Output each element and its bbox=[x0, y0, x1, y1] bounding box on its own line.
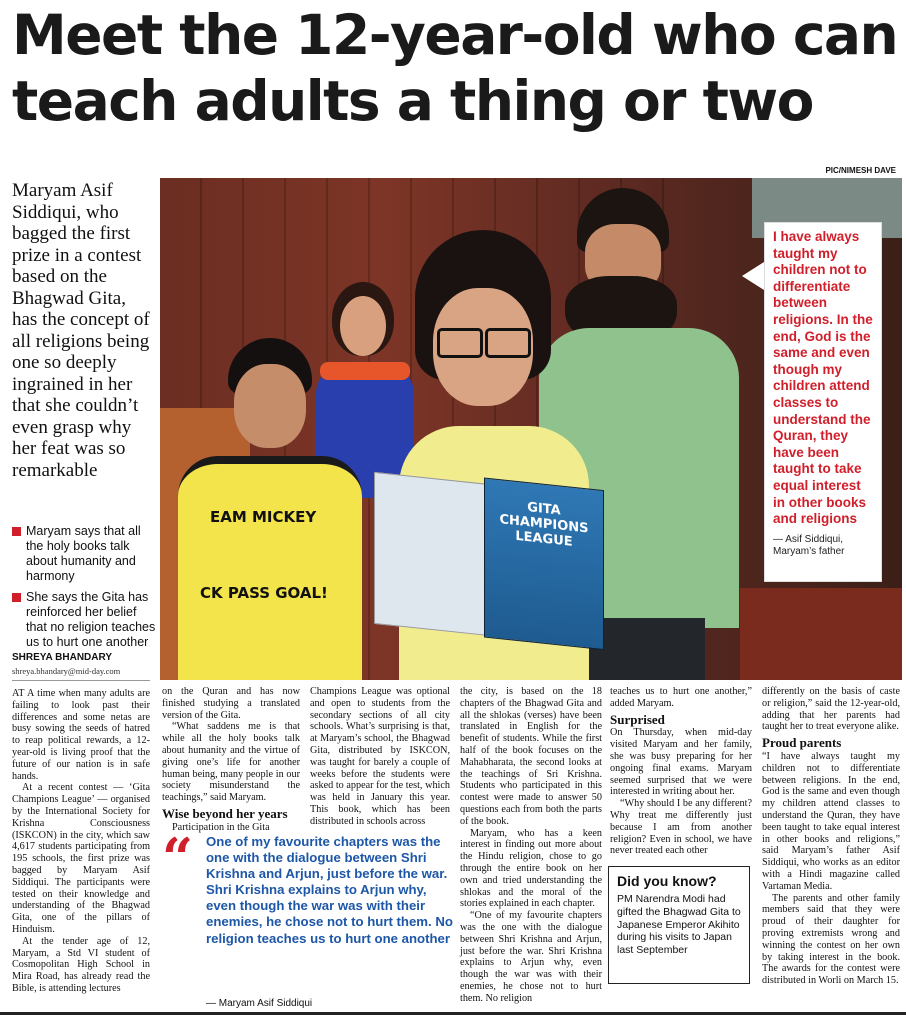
gita-book bbox=[374, 466, 604, 660]
tshirt-print-2: CK PASS GOAL! bbox=[200, 584, 328, 602]
highlight-item: Maryam says that all the holy books talk about humanity and harmony bbox=[12, 524, 160, 584]
photo-quote-attribution: — Asif Siddiqui, Maryam’s father bbox=[773, 533, 845, 557]
paragraph: At the tender age of 12, Maryam, a Std VI student of Cosmopolitan High School in Mira Road, has already read the Bible, is attending lectures bbox=[12, 935, 150, 994]
article-column-1 bbox=[12, 688, 150, 995]
highlight-item: She says the Gita has reinforced her belief that no religion teaches us to hurt one another bbox=[12, 590, 160, 650]
photo-quote-box bbox=[764, 222, 882, 582]
paragraph: the city, is based on the 18 chapters of the Bhagwad Gita and all the shlokas (verses) have been translated in English for the benefit of students. While the first half of the book focuses on the Mahabharata, the second looks at the teachings of Sri Krishna. Students who participated in this contest were made to answer 50 questions each from both the parts of the book. bbox=[460, 686, 602, 827]
article-column-2 bbox=[162, 686, 300, 834]
headline bbox=[12, 2, 902, 134]
bottom-rule bbox=[0, 1012, 906, 1015]
paragraph: differently on the basis of caste or religion,” said the 12-year-old, adding that her parents had taught her to treat everyone alike. bbox=[762, 686, 900, 733]
paragraph: AT A time when many adults are failing to look past their differences and some netas are busy sowing the seeds of hatred to reap political rewards, a 12-year-old is living proof that the future of our nation is in safe hands. bbox=[12, 688, 150, 782]
quote-mark-icon: “ bbox=[162, 826, 194, 890]
article-column-4 bbox=[460, 686, 602, 1005]
book-title: GITA CHAMPIONS LEAGUE bbox=[499, 500, 589, 550]
boy-figure bbox=[170, 338, 370, 680]
paragraph: teaches us to hurt one another,” added Maryam. bbox=[610, 686, 752, 709]
photo-credit: PIC/NIMESH DAVE bbox=[825, 166, 896, 175]
paragraph: “I have always taught my children not to differentiate between religions. In the end, God is the same and even though my children attend classes to understand the Quran, they have been taught to take equal interest in other books and religions,” said Maryam’s father Asif Siddiqui, who works as an editor with a Hindi magazine called Vartaman Media. bbox=[762, 750, 900, 892]
paragraph: “What saddens me is that while all the holy books talk about humanity and the virtue of giving one’s life for another human being, many people in our society misunderstand the teachings,” said Maryam. bbox=[162, 721, 300, 804]
paragraph: on the Quran and has now finished studying a translated version of the Gita. bbox=[162, 686, 300, 721]
article-column-5 bbox=[610, 686, 752, 857]
pull-quote-text: One of my favourite chapters was the one with the dialogue between Shri Krishna and Arjun, just before the war. Shri Krishna explains to Arjun why, even though the war was with their enemies, he chose not to hurt them. No religion teaches us to hurt one another bbox=[206, 834, 453, 946]
paragraph: The parents and other family members said that they were proud of their daughter for proving extremists wrong and winning the contest on her own by taking interest in the book. The awards for the contest were distributed in Worli on March 15. bbox=[762, 892, 900, 987]
pull-quote-attribution: — Maryam Asif Siddiqui bbox=[206, 998, 313, 1009]
paragraph: Participation in the Gita bbox=[172, 821, 270, 833]
article-column-3 bbox=[310, 686, 450, 828]
tshirt-print-1: EAM MICKEY bbox=[210, 508, 317, 526]
subhead-proud-parents: Proud parents bbox=[762, 735, 842, 751]
paragraph: On Thursday, when mid-day visited Maryam and her family, she was busy preparing for her ongoing final exams. Maryam seemed surprised that we were interested in writing about her. bbox=[610, 727, 752, 798]
paragraph: “Why should I be any different? Why treat me differently just because I am from another religion? Even in school, we have never treated each other bbox=[610, 798, 752, 857]
deck-text: Maryam Asif Siddiqui, who bagged the first prize in a contest based on the Bhagwad Gita, has the concept of all religions being one so deeply ingrained in her that she couldn’t even grasp why her feat was so remarkable bbox=[12, 180, 150, 481]
byline-rule bbox=[12, 680, 150, 681]
quote-pointer bbox=[742, 262, 764, 290]
did-you-know-text: PM Narendra Modi had gifted the Bhagwad Gita to Japanese Emperor Akihito during his visits to Japan last September bbox=[617, 893, 741, 957]
photo-quote-text: I have always taught my children not to differentiate between religions. In the end, God is the same and even though my children attend classes to understand the Quran, they have been taught to take equal interest in other books and religions bbox=[773, 229, 873, 527]
subhead-wise: Wise beyond her years bbox=[162, 805, 288, 821]
article-column-6 bbox=[762, 686, 900, 987]
paragraph: Champions League was optional and open to students from the secondary sections of all city schools. What’s surprising is that, at Maryam’s school, the Bhagwad Gita, distributed by ISKCON, was taught for barely a couple of weeks before the students were asked to appear for the test, which was held in January this year. This book, which has been distributed in schools across bbox=[310, 686, 450, 827]
did-you-know-title: Did you know? bbox=[617, 873, 717, 889]
byline-email: shreya.bhandary@mid-day.com bbox=[12, 666, 121, 676]
byline-author: SHREYA BHANDARY bbox=[12, 652, 113, 663]
paragraph: At a recent contest — ‘Gita Champions League’ — organised by the International Society for Krishna Consciousness (ISKCON) in the city, which saw 4,617 students participating from 195 schools, the first prize was bagged by Maryam Asif Siddiqui. The participants were tested on their knowledge and understanding of the Bhagwad Gita, one of the pillars of Hinduism. bbox=[12, 782, 150, 935]
headline-line-2: teach adults a thing or two bbox=[12, 69, 813, 133]
subhead-surprised: Surprised bbox=[610, 711, 665, 727]
chair bbox=[740, 588, 902, 680]
headline-line-1: Meet the 12-year-old who can bbox=[12, 3, 898, 67]
paragraph: Maryam, who has a keen interest in finding out more about the Hindu religion, chose to go through the entire book on her own and tried understanding the shlokas and the moral of the stories explained in each chapter. bbox=[460, 827, 602, 910]
highlights-list bbox=[12, 524, 160, 656]
paragraph: “One of my favourite chapters was the one with the dialogue between Shri Krishna and Arjun, just before the war. Shri Krishna explains to Arjun why, even though the war was with their enemies, he chose not to hurt them. No religion bbox=[460, 910, 602, 1004]
did-you-know-box bbox=[608, 866, 750, 984]
